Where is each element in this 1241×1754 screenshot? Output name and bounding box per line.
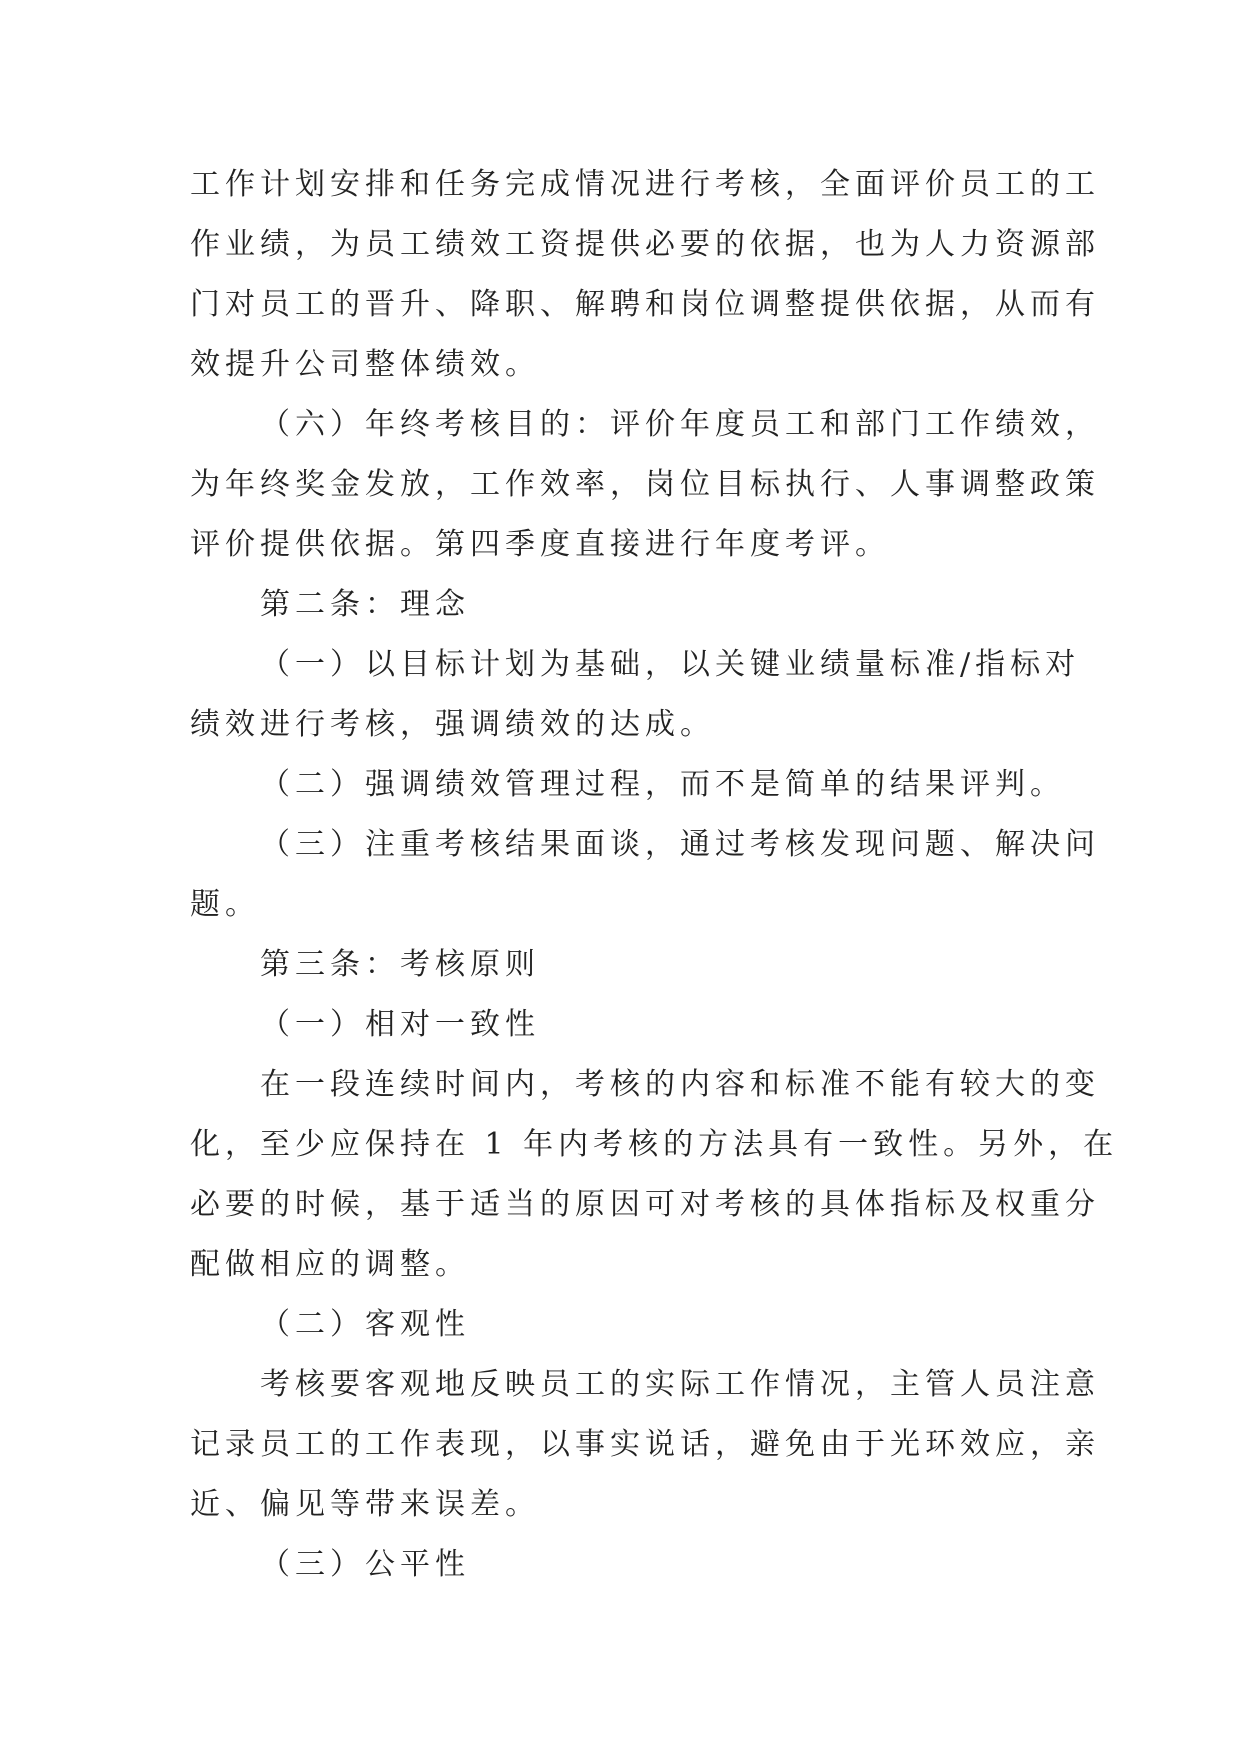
text-line: 化，至少应保持在 1 年内考核的方法具有一致性。另外，在 xyxy=(190,1127,1119,1162)
text-line: 记录员工的工作表现，以事实说话，避免由于光环效应，亲 xyxy=(190,1427,1100,1462)
subsection-heading: （二）客观性 xyxy=(260,1307,470,1342)
text-line: 配做相应的调整。 xyxy=(190,1247,470,1282)
text-line: 在一段连续时间内，考核的内容和标准不能有较大的变 xyxy=(260,1067,1100,1102)
text-line: 门对员工的晋升、降职、解聘和岗位调整提供依据，从而有 xyxy=(190,287,1100,322)
subsection-heading: （三）公平性 xyxy=(260,1547,470,1582)
text-line: （六）年终考核目的：评价年度员工和部门工作绩效， xyxy=(260,407,1100,442)
text-line: 考核要客观地反映员工的实际工作情况，主管人员注意 xyxy=(260,1367,1100,1402)
text-line: 作业绩，为员工绩效工资提供必要的依据，也为人力资源部 xyxy=(190,227,1100,262)
text-line: 为年终奖金发放，工作效率，岗位目标执行、人事调整政策 xyxy=(190,467,1100,502)
text-line: 效提升公司整体绩效。 xyxy=(190,347,540,382)
body-text xyxy=(190,155,1119,1595)
text-line: 评价提供依据。第四季度直接进行年度考评。 xyxy=(190,527,890,562)
text-line: 绩效进行考核，强调绩效的达成。 xyxy=(190,707,715,742)
text-line: （一）以目标计划为基础，以关键业绩量标准/指标对 xyxy=(260,647,1081,682)
text-line: 题。 xyxy=(190,887,260,922)
text-line: 近、偏见等带来误差。 xyxy=(190,1487,540,1522)
subsection-heading: （一）相对一致性 xyxy=(260,1007,540,1042)
text-line: 必要的时候，基于适当的原因可对考核的具体指标及权重分 xyxy=(190,1187,1100,1222)
text-line: （二）强调绩效管理过程，而不是简单的结果评判。 xyxy=(260,767,1065,802)
text-line: 工作计划安排和任务完成情况进行考核，全面评价员工的工 xyxy=(190,167,1100,202)
section-heading: 第三条：考核原则 xyxy=(260,947,540,982)
section-heading: 第二条：理念 xyxy=(260,587,470,622)
text-line: （三）注重考核结果面谈，通过考核发现问题、解决问 xyxy=(260,827,1100,862)
